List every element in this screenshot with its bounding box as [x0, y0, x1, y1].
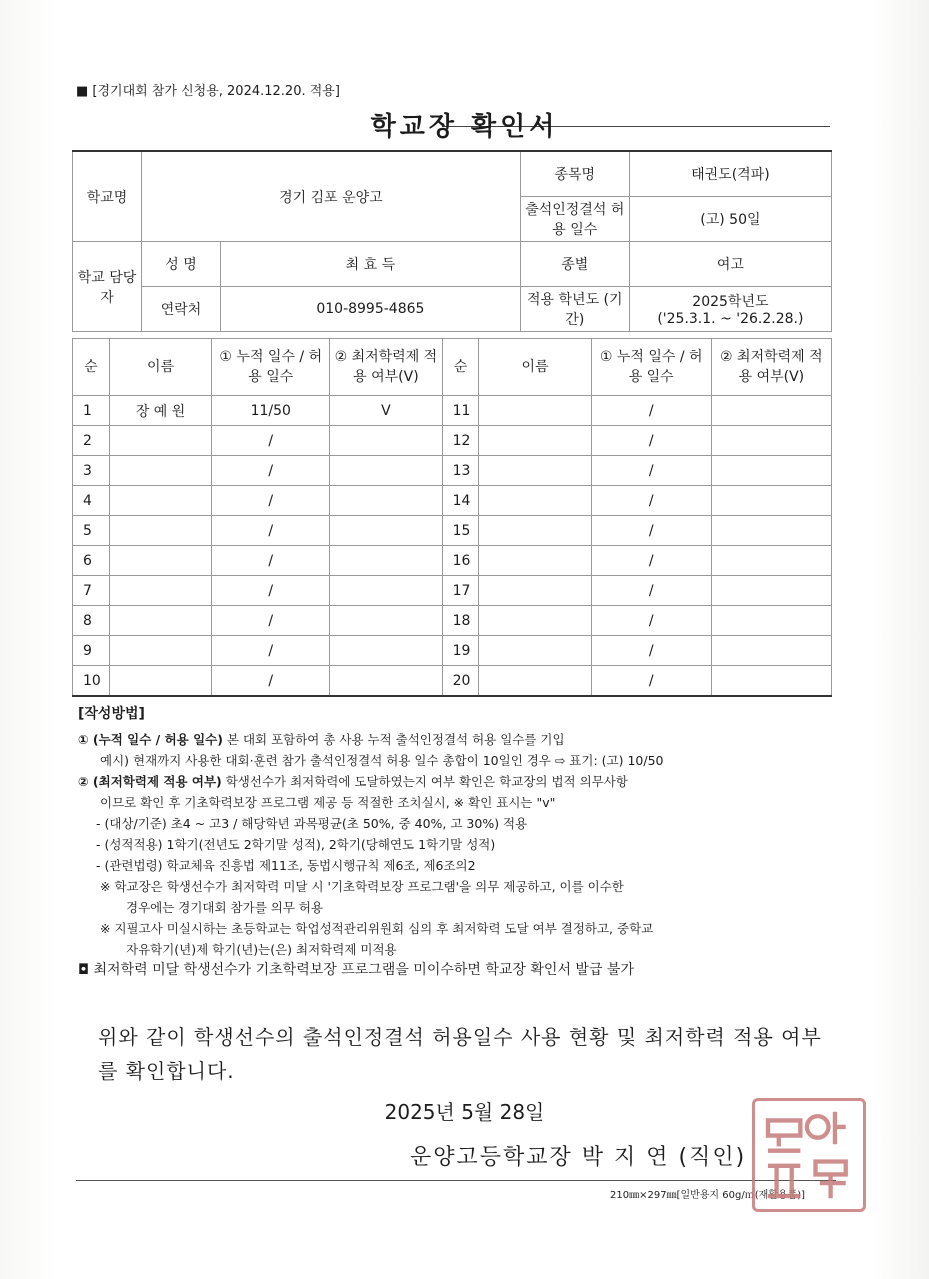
row-min [711, 606, 831, 636]
allow-value: (고) 50일 [629, 197, 831, 242]
contact-label: 연락처 [142, 287, 221, 332]
row-name [479, 486, 591, 516]
col-no-right: 순 [442, 339, 479, 396]
confirm-statement: 위와 같이 학생선수의 출석인정결석 허용일수 사용 현황 및 최저학력 적용 여부를 확인합니다. [98, 1025, 822, 1083]
guide-line-9: 경우에는 경기대회 참가를 의무 허용 [126, 900, 324, 915]
row-days: / [212, 666, 330, 697]
row-number: 16 [442, 546, 479, 576]
manager-label: 학교 담당자 [73, 242, 142, 332]
row-number: 9 [73, 636, 110, 666]
name-label: 성 명 [142, 242, 221, 287]
row-name [479, 546, 591, 576]
row-number: 18 [442, 606, 479, 636]
row-min [711, 486, 831, 516]
row-name [479, 516, 591, 546]
row-days: / [212, 546, 330, 576]
issue-date: 2025년 5월 28일 [384, 1100, 545, 1124]
table-row [73, 636, 832, 666]
table-row [73, 396, 832, 426]
guide-line-1: 본 대회 포함하여 총 사용 누적 출석인정결석 허용 일수를 기입 [222, 732, 565, 747]
row-number: 5 [73, 516, 110, 546]
name-value: 최 효 득 [221, 242, 521, 287]
row-number: 12 [442, 426, 479, 456]
row-name [109, 576, 212, 606]
row-name [109, 666, 212, 697]
guide-line-12: ◘ 최저학력 미달 학생선수가 기초학력보장 프로그램을 미이수하면 학교장 확인서 발급 불가 [78, 962, 634, 978]
row-min [711, 396, 831, 426]
row-days: / [212, 516, 330, 546]
row-name [479, 456, 591, 486]
row-name [479, 576, 591, 606]
col-no-left: 순 [73, 339, 110, 396]
row-name [479, 426, 591, 456]
school-label: 학교명 [73, 151, 142, 242]
writing-guide [78, 704, 838, 981]
signer-line: 운양고등학교장 박 지 연 (직인) [410, 1145, 747, 1170]
table-row [73, 666, 832, 697]
row-number: 6 [73, 546, 110, 576]
row-days: / [591, 606, 711, 636]
row-number: 10 [73, 666, 110, 697]
row-name [109, 486, 212, 516]
document-title: 학교장 확인서 [370, 112, 559, 142]
row-min [330, 486, 442, 516]
year-period: ('25.3.1. ~ '26.2.28.) [657, 311, 804, 327]
row-name [479, 636, 591, 666]
guide-line-8: ※ 학교장은 학생선수가 최저학력 미달 시 '기초학력보장 프로그램'을 의무 제공하고, 이를 이수한 [100, 879, 624, 894]
row-days: / [212, 456, 330, 486]
row-name: 장 예 원 [109, 396, 212, 426]
table-row [73, 486, 832, 516]
row-days: / [591, 396, 711, 426]
guide-line-11: 자유학기(년)제 학기(년)는(은) 최저학력제 미적용 [126, 942, 397, 957]
guide-line-4: 이므로 확인 후 기초학력보장 프로그램 제공 등 적절한 조치실시, ※ 확인 표시는 "v" [100, 795, 556, 810]
guide-line-3-bold: ② (최저학력제 적용 여부) [78, 774, 222, 789]
school-value: 경기 김포 운양고 [142, 151, 521, 242]
row-days: / [212, 576, 330, 606]
row-name [109, 636, 212, 666]
table-row [73, 546, 832, 576]
col-min-right: ② 최저학력제 적용 여부(V) [711, 339, 831, 396]
row-days: / [212, 636, 330, 666]
row-name [109, 606, 212, 636]
category-label: 종별 [520, 242, 629, 287]
row-days: / [591, 486, 711, 516]
row-min [711, 456, 831, 486]
col-days-right: ① 누적 일수 / 허용 일수 [591, 339, 711, 396]
row-min [330, 456, 442, 486]
row-name [109, 546, 212, 576]
row-min [711, 426, 831, 456]
header-note: ■ [경기대회 참가 신청용, 2024.12.20. 적용] [76, 84, 340, 99]
row-days: / [212, 426, 330, 456]
row-number: 13 [442, 456, 479, 486]
guide-line-3: 학생선수가 최저학력에 도달하였는지 여부 확인은 학교장의 법적 의무사항 [221, 774, 628, 789]
info-table [72, 150, 832, 332]
row-min [330, 426, 442, 456]
list-body [73, 396, 832, 697]
category-value: 여고 [629, 242, 831, 287]
row-number: 8 [73, 606, 110, 636]
guide-line-5: - (대상/기준) 초4 ~ 고3 / 해당학년 과목평균(초 50%, 중 40%, 고 30%) 적용 [96, 816, 528, 831]
row-min [711, 666, 831, 697]
row-number: 4 [73, 486, 110, 516]
row-number: 2 [73, 426, 110, 456]
sport-label: 종목명 [520, 151, 629, 197]
bottom-rule [76, 1180, 836, 1181]
col-name-right: 이름 [479, 339, 591, 396]
year-value: 2025학년도 [692, 294, 769, 310]
year-value-cell [629, 287, 831, 332]
table-row [73, 456, 832, 486]
row-number: 3 [73, 456, 110, 486]
row-days: / [591, 636, 711, 666]
row-min [330, 606, 442, 636]
sport-value: 태권도(격파) [629, 151, 831, 197]
row-days: / [591, 576, 711, 606]
row-days: 11/50 [212, 396, 330, 426]
row-days: / [212, 486, 330, 516]
row-number: 7 [73, 576, 110, 606]
row-number: 1 [73, 396, 110, 426]
table-row [73, 576, 832, 606]
row-min [711, 576, 831, 606]
student-list-table [72, 338, 832, 697]
row-min: V [330, 396, 442, 426]
row-min [330, 636, 442, 666]
row-number: 11 [442, 396, 479, 426]
row-min [330, 576, 442, 606]
row-days: / [591, 456, 711, 486]
row-name [479, 666, 591, 697]
guide-line-2: 예시) 현재까지 사용한 대회·훈련 참가 출석인정결석 허용 일수 총합이 10일인 경우 ⇨ 표기: (고) 10/50 [100, 753, 664, 768]
row-name [479, 606, 591, 636]
contact-value: 010-8995-4865 [221, 287, 521, 332]
col-min-left: ② 최저학력제 적용 여부(V) [330, 339, 442, 396]
row-name [479, 396, 591, 426]
row-days: / [591, 516, 711, 546]
row-min [711, 516, 831, 546]
guide-line-1-bold: ① (누적 일수 / 허용 일수) [78, 732, 223, 747]
table-row [73, 516, 832, 546]
row-min [330, 666, 442, 697]
official-seal-stamp [752, 1098, 866, 1212]
row-name [109, 456, 212, 486]
guide-line-10: ※ 지필고사 미실시하는 초등학교는 학업성적관리위원회 심의 후 최저학력 도달 여부 결정하고, 중학교 [100, 921, 654, 936]
row-name [109, 516, 212, 546]
paper-spec: 210㎜×297㎜[일반용지 60g/㎡(재활용품)] [610, 1190, 806, 1201]
row-number: 17 [442, 576, 479, 606]
row-number: 15 [442, 516, 479, 546]
row-days: / [591, 426, 711, 456]
col-name-left: 이름 [109, 339, 212, 396]
year-label: 적용 학년도 (기간) [520, 287, 629, 332]
table-row [73, 606, 832, 636]
row-days: / [212, 606, 330, 636]
row-min [330, 516, 442, 546]
row-days: / [591, 546, 711, 576]
row-number: 20 [442, 666, 479, 697]
row-days: / [591, 666, 711, 697]
row-number: 19 [442, 636, 479, 666]
row-min [330, 546, 442, 576]
col-days-left: ① 누적 일수 / 허용 일수 [212, 339, 330, 396]
allow-label: 출석인정결석 허용 일수 [520, 197, 629, 242]
row-min [711, 636, 831, 666]
row-number: 14 [442, 486, 479, 516]
guide-line-7: - (관련법령) 학교체육 진흥법 제11조, 동법시행규칙 제6조, 제6조의2 [96, 858, 476, 873]
guide-line-6: - (성적적용) 1학기(전년도 2학기말 성적), 2학기(당해연도 1학기말 성적) [96, 837, 496, 852]
row-min [711, 546, 831, 576]
seal-icon [755, 1101, 863, 1209]
row-name [109, 426, 212, 456]
guide-heading: [작성방법] [78, 706, 145, 722]
table-row [73, 426, 832, 456]
